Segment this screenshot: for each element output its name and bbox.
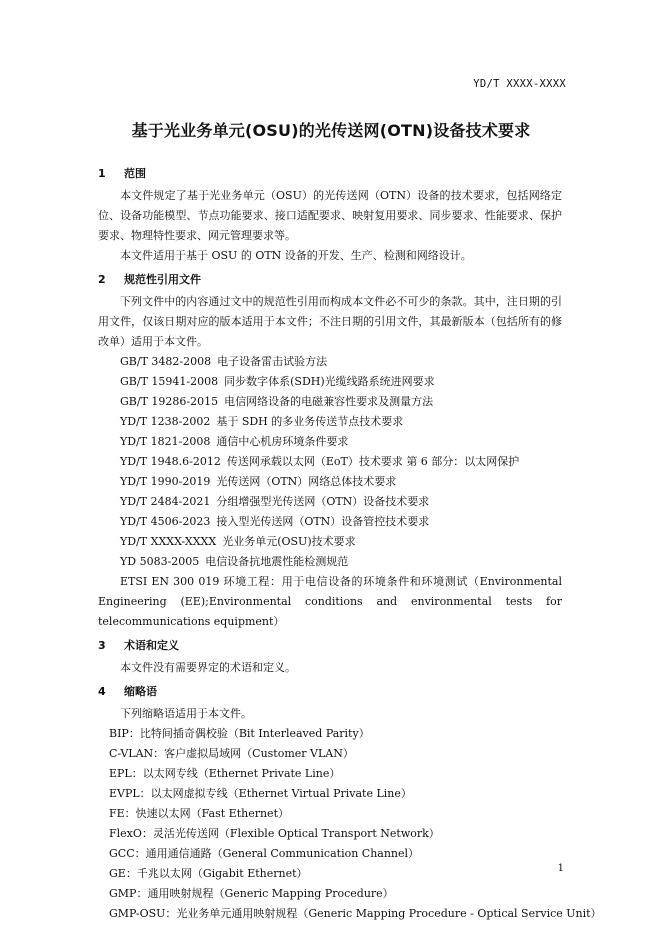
- reference-item: GB/T 3482-2008 电子设备雷击试验方法: [120, 355, 328, 368]
- abbreviation-item: FlexO：灵活光传送网（Flexible Optical Transport Network）: [109, 827, 440, 840]
- reference-item: YD/T 1990-2019 光传送网（OTN）网络总体技术要求: [120, 475, 397, 488]
- abbreviation-item: BIP：比特间插奇偶校验（Bit Interleaved Parity）: [109, 727, 370, 740]
- reference-item: GB/T 19286-2015 电信网络设备的电磁兼容性要求及测量方法: [120, 395, 434, 408]
- reference-item: YD/T XXXX-XXXX 光业务单元(OSU)技术要求: [120, 535, 356, 548]
- reference-item: YD/T 1948.6-2012 传送网承载以太网（EoT）技术要求 第 6 部分：以太网保护: [120, 455, 520, 468]
- section-4-title: 缩略语: [124, 685, 157, 698]
- section-3-heading: 3 术语和定义: [98, 639, 179, 652]
- document-body: [98, 164, 602, 924]
- section-2-intro: 下列文件中的内容通过文中的规范性引用而构成本文件必不可少的条款。其中，注日期的引用文件，仅该日期对应的版本适用于本文件；不注日期的引用文件，其最新版本（包括所有的修改单）适用于本文件。: [98, 295, 562, 348]
- section-2-title: 规范性引用文件: [124, 273, 201, 286]
- abbreviation-item: GMP：通用映射规程（Generic Mapping Procedure）: [109, 887, 394, 900]
- page-number: 1: [557, 863, 564, 874]
- section-1-paragraph-2: 本文件适用于基于 OSU 的 OTN 设备的开发、生产、检测和网络设计。: [120, 249, 472, 262]
- reference-item: YD/T 1238-2002 基于 SDH 的多业务传送节点技术要求: [120, 415, 404, 428]
- section-1-paragraph-1: 本文件规定了基于光业务单元（OSU）的光传送网（OTN）设备的技术要求，包括网络定位、设备功能模型、节点功能要求、接口适配要求、映射复用要求、同步要求、性能要求、保护要求、物理特性要求、网元管理要求等。: [98, 189, 562, 242]
- section-1-title: 范围: [124, 167, 146, 180]
- reference-item: GB/T 15941-2008 同步数字体系(SDH)光缆线路系统进网要求: [120, 375, 435, 388]
- section-3-text: 本文件没有需要界定的术语和定义。: [120, 661, 296, 674]
- abbreviation-item: EVPL：以太网虚拟专线（Ethernet Virtual Private Line）: [109, 787, 412, 800]
- section-4-intro: 下列缩略语适用于本文件。: [120, 707, 252, 720]
- abbreviation-item: C-VLAN：客户虚拟局域网（Customer VLAN）: [109, 747, 354, 760]
- section-3-title: 术语和定义: [124, 639, 179, 652]
- abbreviation-item: GE：千兆以太网（Gigabit Ethernet）: [109, 867, 308, 880]
- reference-item: YD 5083-2005 电信设备抗地震性能检测规范: [120, 555, 349, 568]
- abbreviation-item: GMP-OSU：光业务单元通用映射规程（Generic Mapping Procedure - Optical Service Unit）: [109, 907, 602, 920]
- document-code: YD/T XXXX-XXXX: [473, 78, 566, 90]
- reference-item: YD/T 1821-2008 通信中心机房环境条件要求: [120, 435, 349, 448]
- section-1-heading: 1 范围: [98, 167, 146, 180]
- abbreviation-item: EPL：以太网专线（Ethernet Private Line）: [109, 767, 341, 780]
- reference-item: YD/T 4506-2023 接入型光传送网（OTN）设备管控技术要求: [120, 515, 430, 528]
- section-2-heading: 2 规范性引用文件: [98, 273, 201, 286]
- document-title: 基于光业务单元(OSU)的光传送网(OTN)设备技术要求: [131, 121, 531, 140]
- reference-item: YD/T 2484-2021 分组增强型光传送网（OTN）设备技术要求: [120, 495, 430, 508]
- section-4-heading: 4 缩略语: [98, 685, 157, 698]
- abbreviation-item: GCC：通用通信通路（General Communication Channel）: [109, 847, 420, 860]
- reference-item-etsi: ETSI EN 300 019 环境工程：用于电信设备的环境条件和环境测试（Environmental Engineering (EE);Environmental conditions and environmental tests for telecommunications equipment）: [98, 575, 562, 628]
- abbreviation-item: FE：快速以太网（Fast Ethernet）: [109, 807, 289, 820]
